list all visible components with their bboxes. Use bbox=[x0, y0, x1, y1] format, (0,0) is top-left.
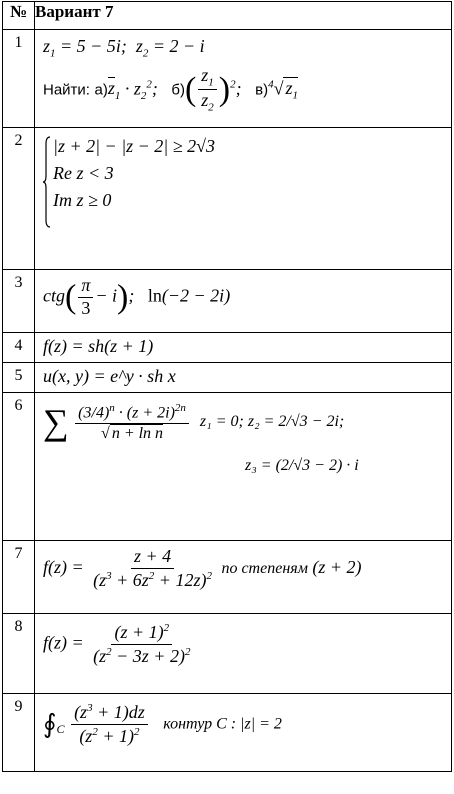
contour-label: контур C : |z| = 2 bbox=[163, 715, 282, 733]
task-row-8 bbox=[3, 614, 452, 694]
number-header: № bbox=[3, 2, 35, 30]
task-row-7 bbox=[3, 541, 452, 614]
find-label: Найти: bbox=[43, 80, 90, 98]
task-formula: u(x, y) = e^y · sh x bbox=[43, 366, 176, 386]
task-number: 2 bbox=[3, 128, 35, 270]
task-formula: $∮_C$ $\frac{(z^3 + 1)dz}{(z^2 + 1)^2}$ контур C : |z| = 2 bbox=[43, 702, 282, 746]
task-content bbox=[35, 30, 452, 128]
task-content bbox=[35, 614, 452, 694]
task-number: 1 bbox=[3, 30, 35, 128]
task-content bbox=[35, 694, 452, 772]
task-formula: ctg( $\frac{\pi}{3}$ − i); ln(−2 − 2i) bbox=[43, 275, 231, 318]
task-row-3 bbox=[3, 270, 452, 333]
item-b-label: б) bbox=[171, 80, 185, 98]
task-number: 3 bbox=[3, 270, 35, 333]
task-row-2 bbox=[3, 128, 452, 270]
points-line-2: z₃ = (2/√3 − 2) · i bbox=[245, 457, 359, 474]
item-c-label: в) bbox=[255, 80, 269, 98]
task-content bbox=[35, 393, 452, 541]
series-formula: ∑ $\frac{(3/4)^n \cdot (z + 2i)^{2n}}{\text{√ n + ln n}}$ z₁ = 0; z₂ = 2/√3 − 2i; bbox=[43, 401, 345, 442]
task-content bbox=[35, 363, 452, 393]
system-line: Re z < 3 bbox=[53, 163, 114, 183]
task-content bbox=[35, 541, 452, 614]
points-line-1: z₁ = 0; z₂ = 2/√3 − 2i; bbox=[199, 413, 345, 431]
task-number: 8 bbox=[3, 614, 35, 694]
task-number: 7 bbox=[3, 541, 35, 614]
task-row-9 bbox=[3, 694, 452, 772]
task-number: 4 bbox=[3, 333, 35, 363]
system-line: |z + 2| − |z − 2| ≥ 2√3 bbox=[53, 136, 215, 156]
task-row-4 bbox=[3, 333, 452, 363]
task-formula: f(z) = $\frac{z + 4}{(z^3 + 6z^2 + 12z)^2}$ по степеням (z + 2) bbox=[43, 546, 362, 590]
item-a-label: а) bbox=[94, 80, 108, 98]
task-content bbox=[35, 128, 452, 270]
task-content bbox=[35, 333, 452, 363]
task-line: $z_1 = 5 - 5i$; $z_2 = 2 - i$ bbox=[43, 36, 205, 60]
expansion-label: по степеням bbox=[221, 559, 308, 577]
task-number: 6 bbox=[3, 393, 35, 541]
task-number: 9 bbox=[3, 694, 35, 772]
system-line: Im z ≥ 0 bbox=[53, 190, 112, 210]
task-number: 5 bbox=[3, 363, 35, 393]
task-row-5 bbox=[3, 363, 452, 393]
task-content bbox=[35, 270, 452, 333]
task-formula: f(z) = $\frac{(z + 1)^2}{(z^2 - 3z + 2)^2}$ bbox=[43, 622, 191, 666]
variant-title: Вариант 7 bbox=[35, 2, 452, 30]
task-line: Найти: $а)z_1 \cdot z_2^2$; б)( $\frac{z_1}{z_2}$ )$^2$; в)$^4$√ $z_1$ bbox=[43, 64, 298, 114]
variant-table bbox=[2, 1, 452, 772]
task-formula: f(z) = sh(z + 1) bbox=[43, 336, 154, 356]
header-row bbox=[3, 2, 452, 30]
task-row-1 bbox=[3, 30, 452, 128]
task-row-6 bbox=[3, 393, 452, 541]
